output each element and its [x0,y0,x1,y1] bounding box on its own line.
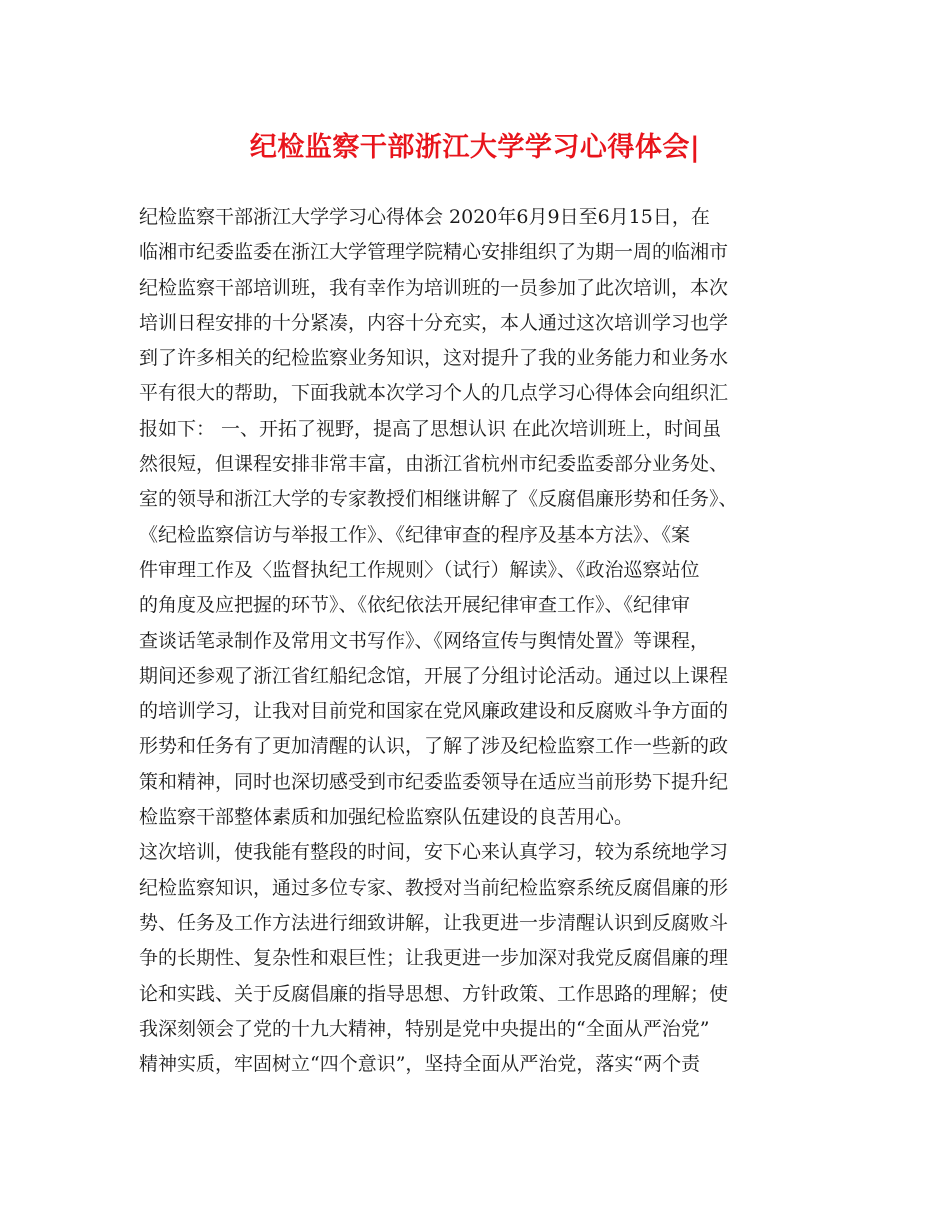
body-line: 纪检监察干部培训班，我有幸作为培训班的一员参加了此次培训，本次 [139,276,729,299]
body-line: 然很短，但课程安排非常丰富，由浙江省杭州市纪委监委部分业务处、 [139,453,729,476]
body-line: 策和精神，同时也深切感受到市纪委监委领导在适应当前形势下提升纪 [139,770,729,793]
document-title: 纪检监察干部浙江大学学习心得体会| [249,132,701,163]
body-line: 形势和任务有了更加清醒的认识，了解了涉及纪检监察工作一些新的政 [139,735,729,758]
body-line: 争的长期性、复杂性和艰巨性；让我更进一步加深对我党反腐倡廉的理 [139,947,729,970]
body-line: 报如下： 一、开拓了视野，提高了思想认识 在此次培训班上，时间虽 [139,417,722,440]
body-line: 检监察干部整体素质和加强纪检监察队伍建设的良苦用心。 [139,806,634,829]
body-line: 论和实践、关于反腐倡廉的指导思想、方针政策、工作思路的理解；使 [139,982,729,1005]
body-line: 精神实质，牢固树立“四个意识”，坚持全面从严治党，落实“两个责 [139,1053,701,1076]
body-line: 平有很大的帮助，下面我就本次学习个人的几点学习心得体会向组织汇 [139,382,729,405]
body-line: 查谈话笔录制作及常用文书写作》、《网络宣传与舆情处置》等课程， [139,629,710,652]
body-line: 临湘市纪委监委在浙江大学管理学院精心安排组织了为期一周的临湘市 [139,241,729,264]
body-line: 的角度及应把握的环节》、《依纪依法开展纪律审查工作》、《纪律审 [139,594,691,617]
body-line: 期间还参观了浙江省红船纪念馆，开展了分组讨论活动。通过以上课程 [139,664,729,687]
body-line: 这次培训，使我能有整段的时间，安下心来认真学习，较为系统地学习 [139,841,729,864]
body-line: 件审理工作及〈监督执纪工作规则〉（试行）解读》、《政治巡察站位 [139,558,700,581]
body-line: 的培训学习，让我对目前党和国家在党风廉政建设和反腐败斗争方面的 [139,700,729,723]
body-line: 到了许多相关的纪检监察业务知识，这对提升了我的业务能力和业务水 [139,347,729,370]
document-body [139,200,839,1082]
body-line: 《纪检监察信访与举报工作》、《纪律审查的程序及基本方法》、《案 [139,523,691,546]
body-line: 纪检监察知识，通过多位专家、教授对当前纪检监察系统反腐倡廉的形 [139,876,729,899]
body-line: 我深刻领会了党的十九大精神，特别是党中央提出的“全面从严治党” [139,1017,710,1040]
body-line: 室的领导和浙江大学的专家教授们相继讲解了《反腐倡廉形势和任务》、 [139,488,738,511]
body-line: 纪检监察干部浙江大学学习心得体会 2020年6月9日至6月15日，在 [139,206,710,228]
body-line: 培训日程安排的十分紧凑，内容十分充实，本人通过这次培训学习也学 [139,311,729,334]
body-line: 势、任务及工作方法进行细致讲解，让我更进一步清醒认识到反腐败斗 [139,911,729,934]
